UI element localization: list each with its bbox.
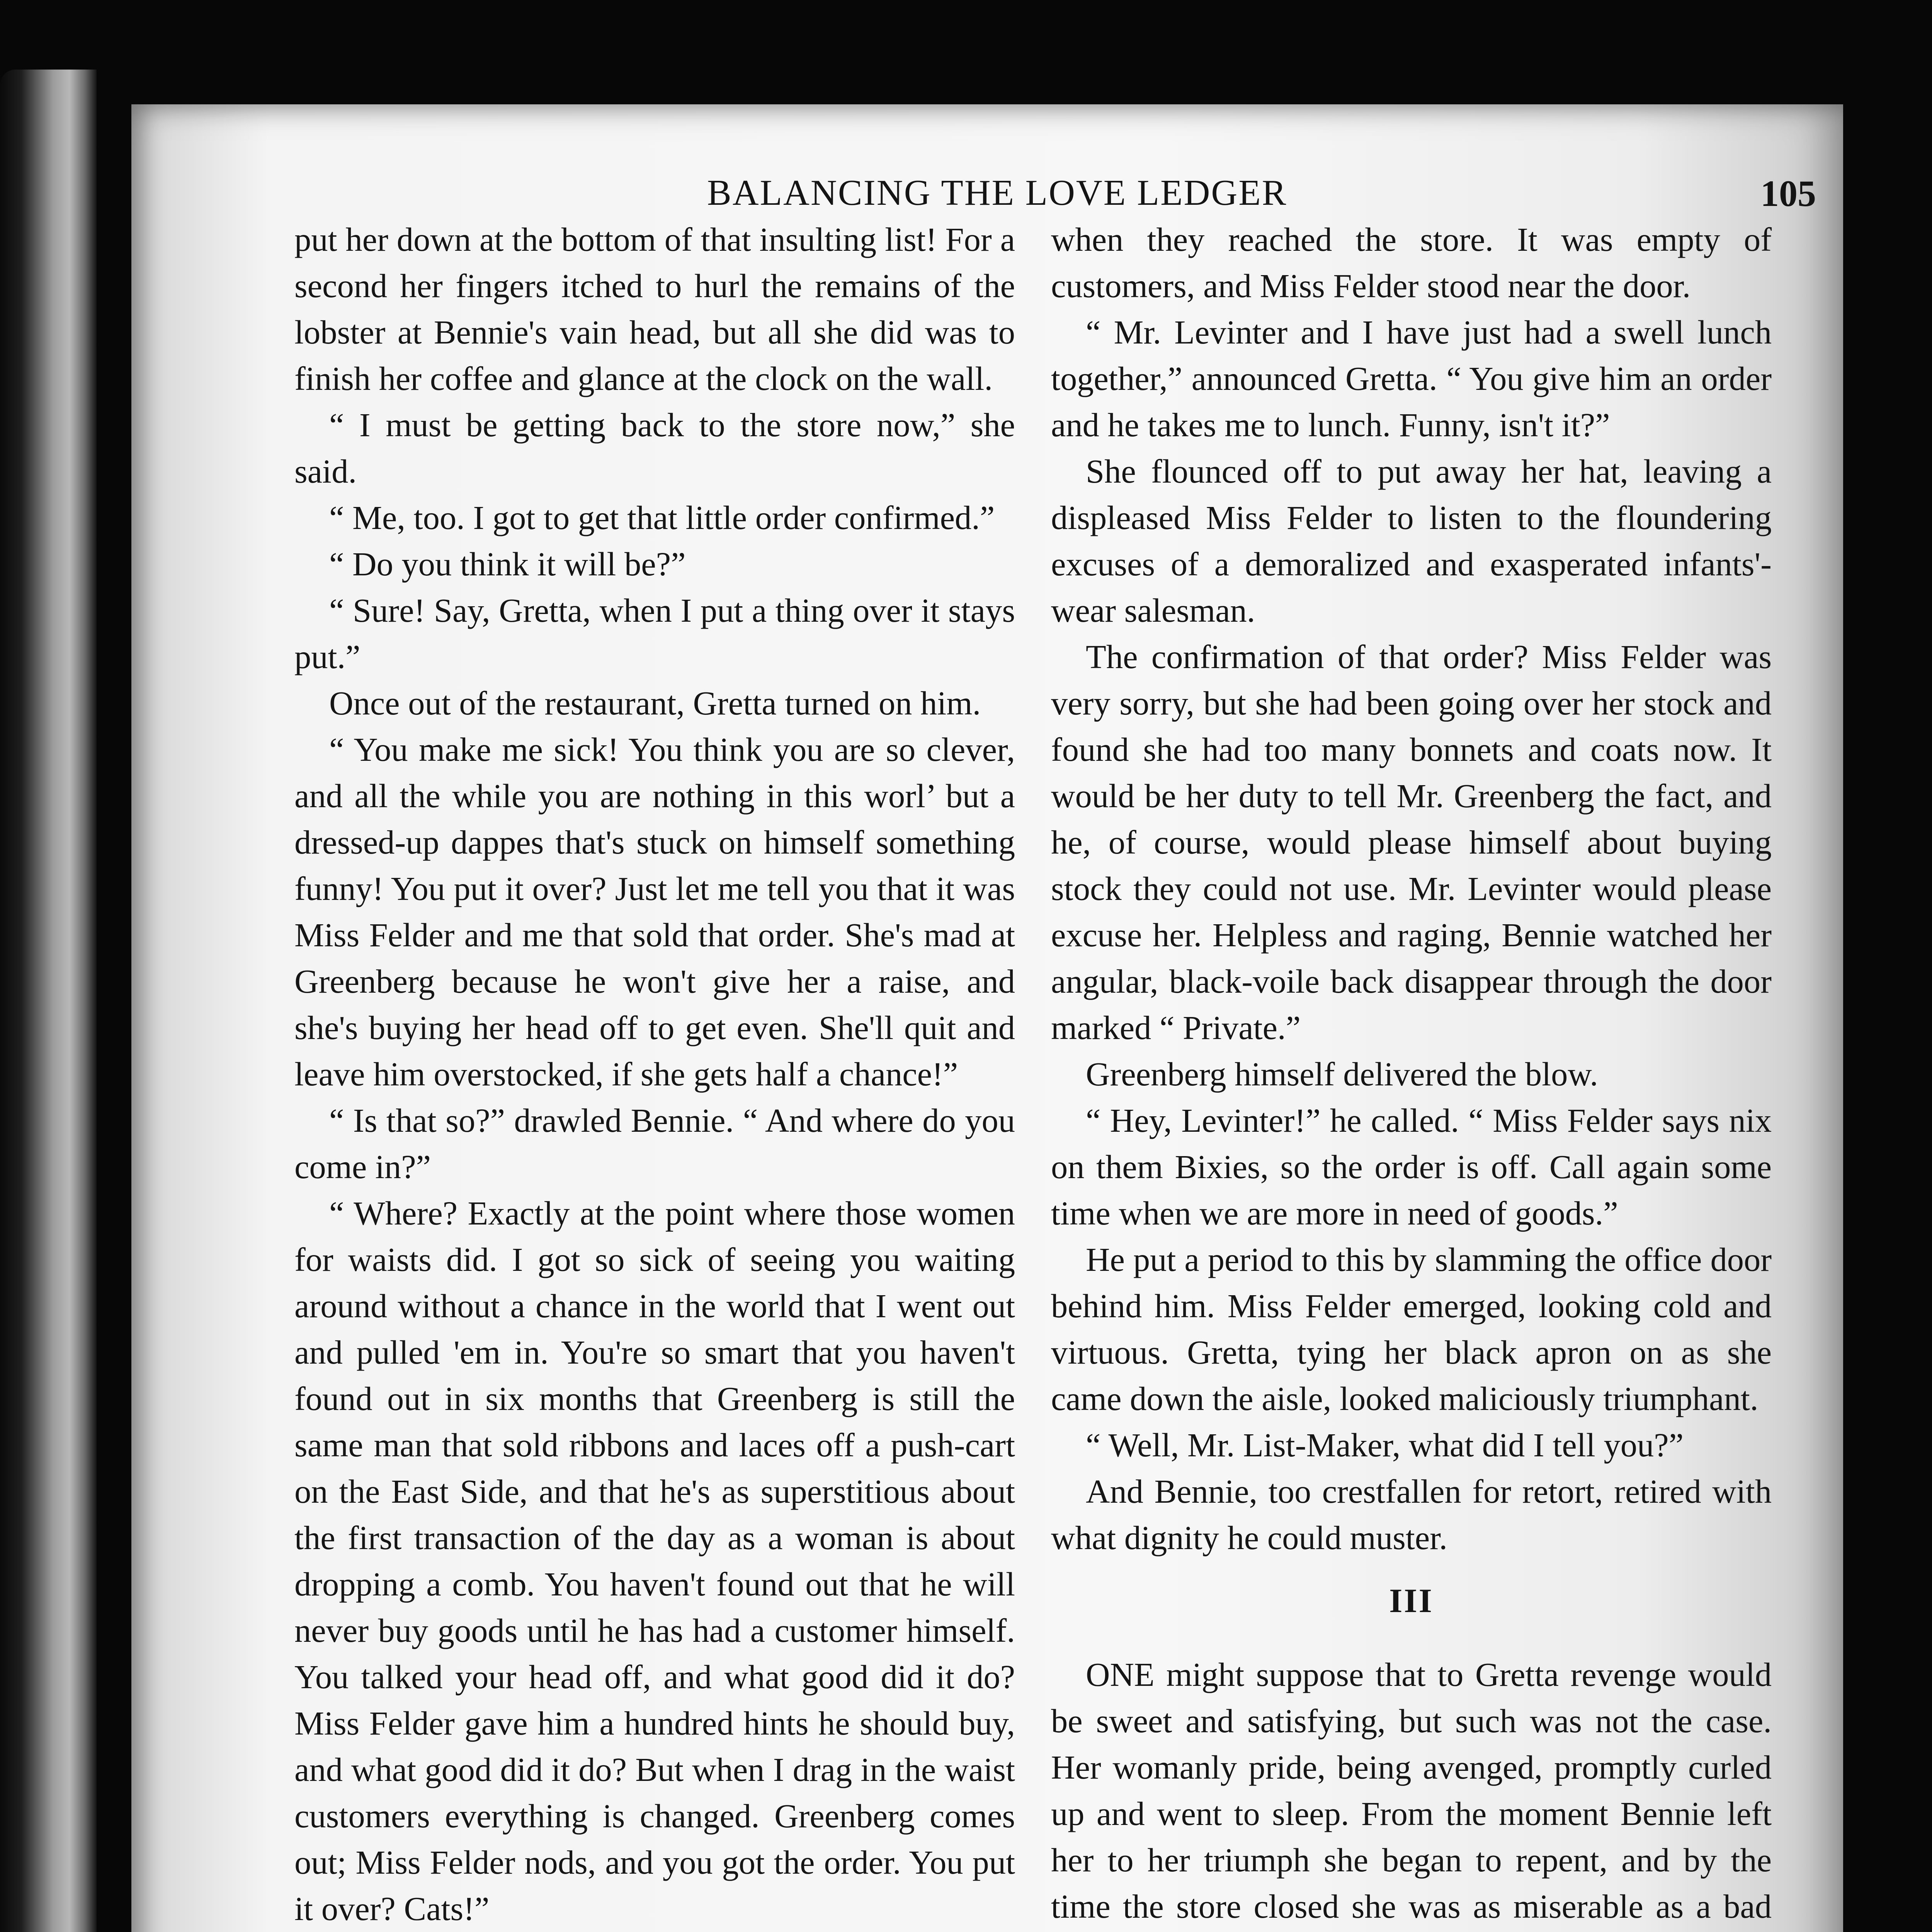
paragraph: when they reached the store. It was empty of customers, and Miss Felder stood near the door. (1051, 221, 1772, 304)
paragraph: “ I must be getting back to the store now,” she said. (294, 406, 1015, 490)
section-heading: III (1389, 1582, 1434, 1620)
paragraph: The confirmation of that order? Miss Felder was very sorry, but she had been going over her stock and found she had too many bonnets and coats now. It would be her duty to tell Mr. Greenberg the fact, and he, of course, would please himself about buying stock they could not use. Mr. Levinter would please excuse her. Helpless and raging, Bennie watched her angular, black-voile back disappear through the door marked “ Private.” (1051, 638, 1772, 1046)
paragraph: “ Is that so?” drawled Bennie. “ And where do you come in?” (294, 1102, 1015, 1185)
left-column (294, 216, 1015, 1932)
paragraph: Greenberg himself delivered the blow. (1086, 1056, 1598, 1093)
adjacent-page-edge (0, 70, 97, 1932)
paragraph: “ Where? Exactly at the point where those women for waists did. I got so sick of seeing you waiting around without a chance in the world that I went out and pulled 'em in. You're so smart that you haven't found out in six months that Greenberg is still the same man that sold ribbons and laces off a push-cart on the East Side, and that he's as superstitious about the first transaction of the day as a woman is about dropping a comb. You haven't found out that he will never buy goods until he has had a customer himself. You talked your head off, and what good did it do? Miss Felder gave him a hundred hints he should buy, and what good did it do? But when I drag in the waist customers everything is changed. Greenberg comes out; Miss Felder nods, and you got the order. You put it over? Cats!” (294, 1195, 1015, 1927)
paragraph: Once out of the restaurant, Gretta turned on him. (329, 685, 981, 722)
paragraph: “ Do you think it will be?” (329, 546, 686, 583)
paragraph: And Bennie, too crestfallen for retort, retired with what dignity he could muster. (1051, 1473, 1772, 1556)
running-head: BALANCING THE LOVE LEDGER (707, 173, 1287, 213)
paragraph: put her down at the bottom of that insulting list! For a second her fingers itched to hurl the remains of the lobster at Bennie's vain head, but all she did was to finish her coffee and glance at the clock on the wall. (294, 221, 1015, 397)
paragraph: She flounced off to put away her hat, leaving a displeased Miss Felder to listen to the floundering excuses of a demoralized and exasperated infants'-wear salesman. (1051, 453, 1772, 629)
paragraph: “ Hey, Levinter!” he called. “ Miss Felder says nix on them Bixies, so the order is off. Call again some time when we are more in need of goods.” (1051, 1102, 1772, 1232)
right-column (1051, 216, 1772, 1932)
page-header (290, 172, 1816, 222)
paragraph: “ Well, Mr. List-Maker, what did I tell you?” (1086, 1427, 1684, 1464)
paragraph: “ Me, too. I got to get that little order confirmed.” (329, 499, 995, 536)
paragraph: “ You make me sick! You think you are so clever, and all the while you are nothing in this worl’ but a dressed-up dappes that's stuck on himself something funny! You put it over? Just let me tell you that it was Miss Felder and me that sold that order. She's mad at Greenberg because he won't give her a raise, and she's buying her head off to get even. She'll quit and leave him overstocked, if she gets half a chance!” (294, 731, 1015, 1093)
page-number: 105 (1760, 173, 1816, 214)
paragraph: ONE might suppose that to Gretta revenge would be sweet and satisfying, but such was not the case. Her womanly pride, being avenged, promptly curled up and went to sleep. From the moment Bennie left her to her triumph she began to repent, and by the time the store closed she was as miserable as a bad (1051, 1656, 1772, 1925)
paragraph: “ Sure! Say, Gretta, when I put a thing over it stays put.” (294, 592, 1015, 675)
paragraph: He put a period to this by slamming the office door behind him. Miss Felder emerged, looking cold and virtuous. Gretta, tying her black apron on as she came down the aisle, looked maliciously triumphant. (1051, 1241, 1772, 1417)
paragraph: “ Mr. Levinter and I have just had a swell lunch together,” announced Gretta. “ You give him an order and he takes me to lunch. Funny, isn't it?” (1051, 314, 1772, 444)
